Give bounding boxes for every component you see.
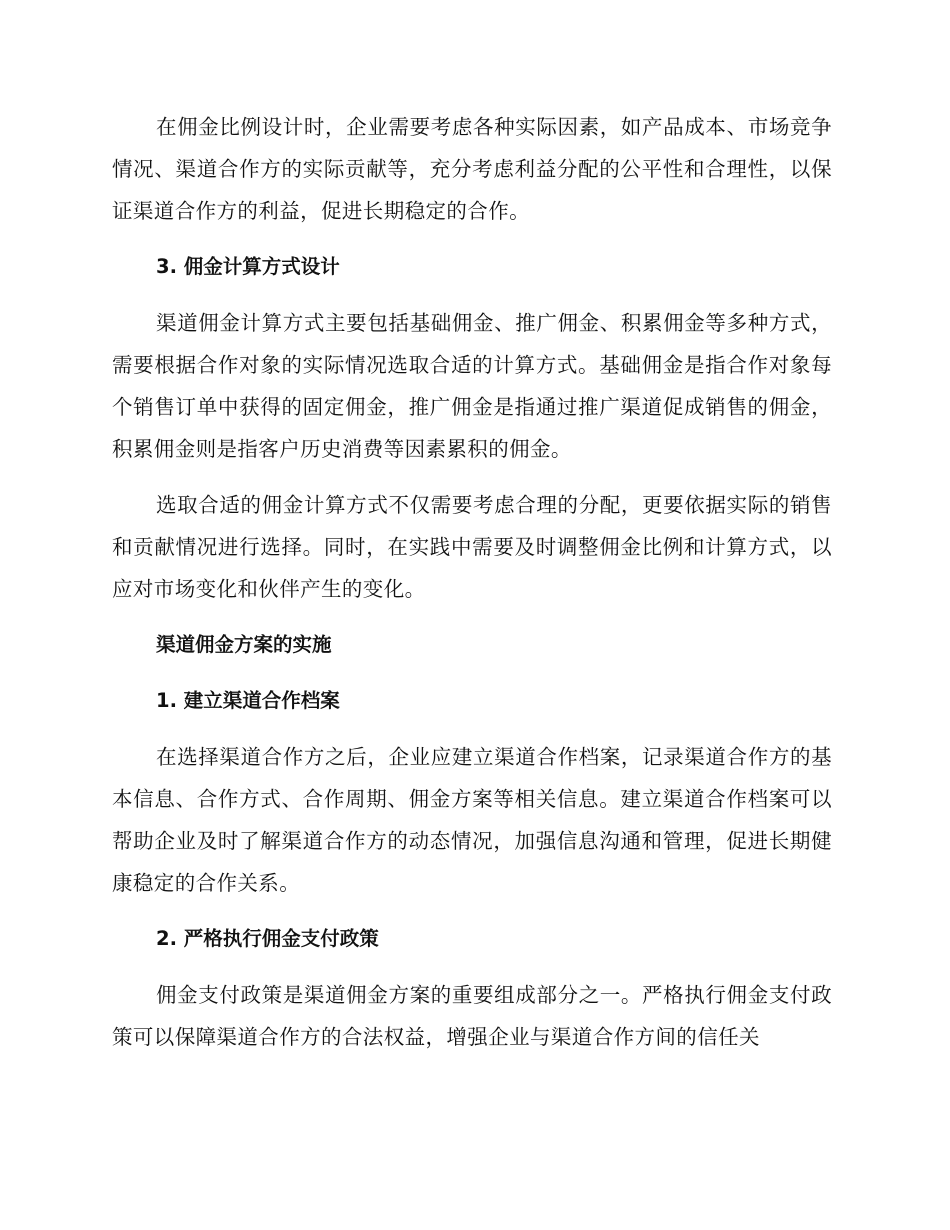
heading-payment-policy: 2. 严格执行佣金支付政策: [156, 927, 379, 950]
paragraph-payment-policy: 佣金支付政策是渠道佣金方案的重要组成部分之一。严格执行佣金支付政策可以保障渠道合作方的合法权益，增强企业与渠道合作方间的信任关: [112, 983, 832, 1049]
paragraph-choose-method: 选取合适的佣金计算方式不仅需要考虑合理的分配，更要依据实际的销售和贡献情况进行选择。同时，在实践中需要及时调整佣金比例和计算方式，以应对市场变化和伙伴产生的变化。: [112, 493, 832, 601]
paragraph-partner-archive: 在选择渠道合作方之后，企业应建立渠道合作档案，记录渠道合作方的基本信息、合作方式、合作周期、佣金方案等相关信息。建立渠道合作档案可以帮助企业及时了解渠道合作方的动态情况，加强信息沟通和管理，促进长期健康稳定的合作关系。: [112, 745, 832, 895]
document-page: [112, 106, 832, 1058]
heading-partner-archive: 1. 建立渠道合作档案: [156, 689, 340, 712]
paragraph-calculation-methods: 渠道佣金计算方式主要包括基础佣金、推广佣金、积累佣金等多种方式，需要根据合作对象的实际情况选取合适的计算方式。基础佣金是指合作对象每个销售订单中获得的固定佣金，推广佣金是指通过推广渠道促成销售的佣金，积累佣金则是指客户历史消费等因素累积的佣金。: [112, 311, 832, 461]
heading-commission-calculation: 3. 佣金计算方式设计: [156, 255, 340, 278]
heading-implementation: 渠道佣金方案的实施: [156, 633, 332, 656]
paragraph-commission-ratio: 在佣金比例设计时，企业需要考虑各种实际因素，如产品成本、市场竞争情况、渠道合作方的实际贡献等，充分考虑利益分配的公平性和合理性，以保证渠道合作方的利益，促进长期稳定的合作。: [112, 115, 832, 223]
